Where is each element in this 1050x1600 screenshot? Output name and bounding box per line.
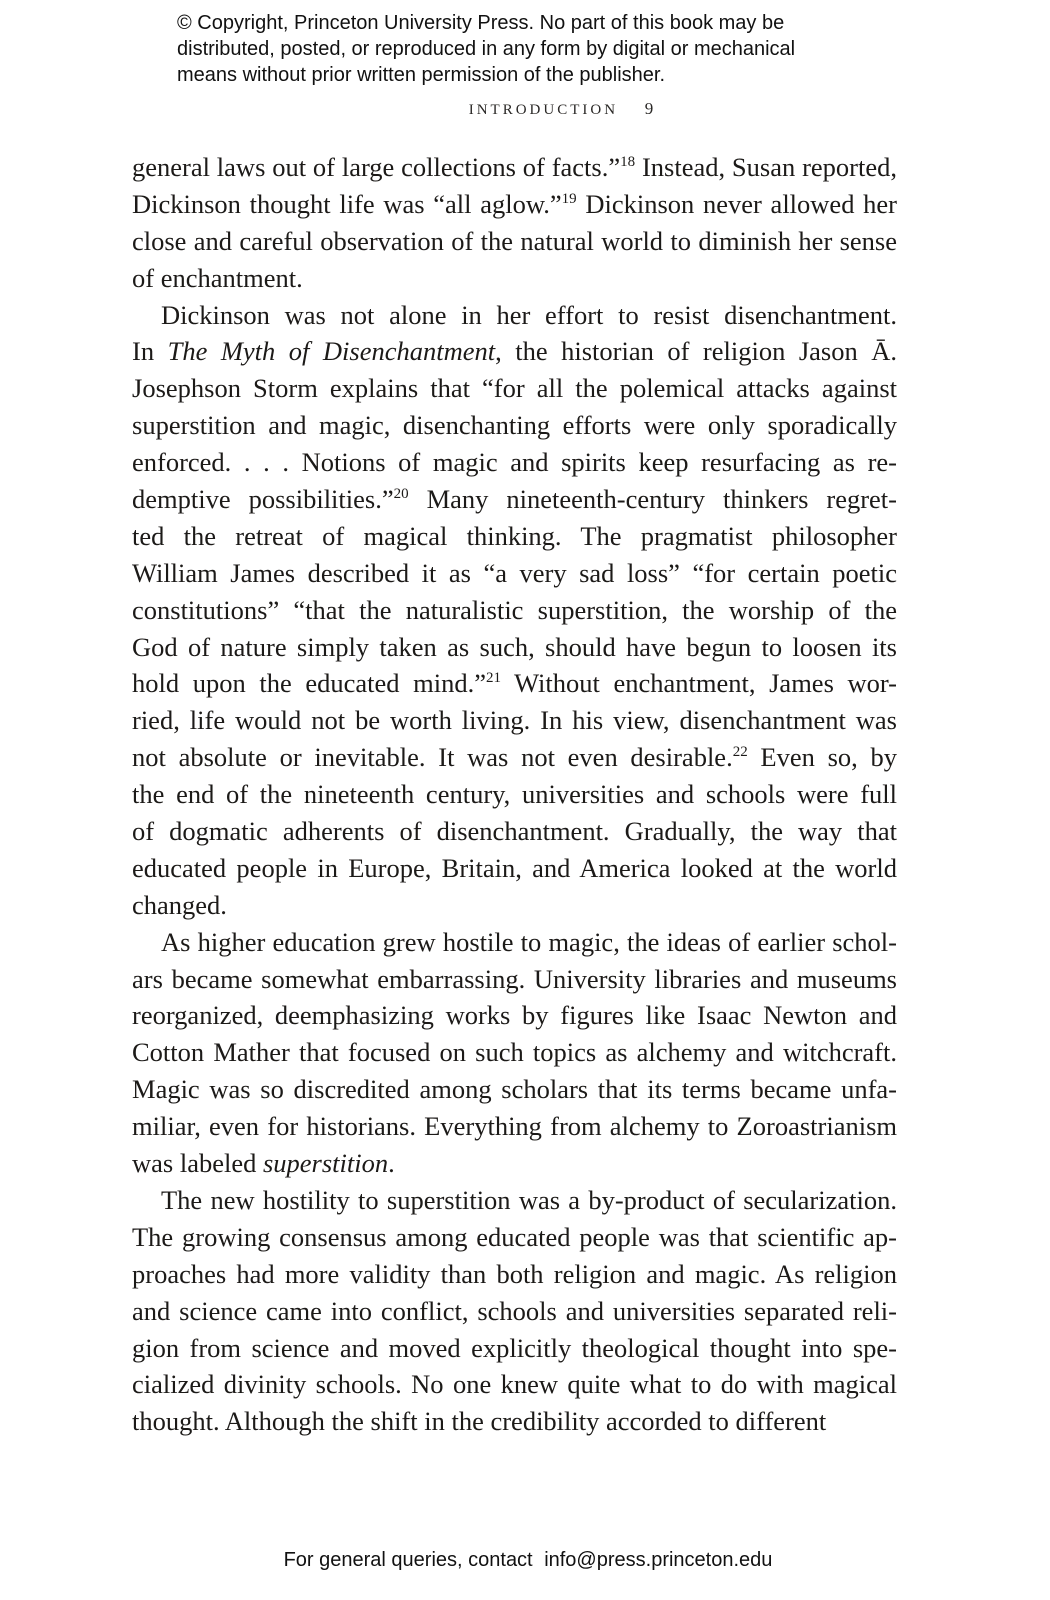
text-line [132,702,897,739]
line-text: not absolute or inevitable. It was not even desirable. [132,742,733,773]
text-line [132,444,897,481]
copyright-line: distributed, posted, or reproduced in any form by digital or mechanical [177,38,796,60]
line-text: William James described it as “a very sad loss” “for certain poetic [132,557,897,588]
line-text: of dogmatic adherents of disenchantment. Gradually, the way that [132,816,897,847]
text-line [132,481,897,518]
footnote-reference[interactable]: 19 [561,190,577,207]
line-text-continued: , the historian of religion Jason Ā. [495,336,897,367]
line-text: As higher education grew hostile to magic, the ideas of earlier schol- [161,926,897,957]
line-text: In [132,336,168,367]
text-line [132,1108,897,1145]
line-text: Magic was so discredited among scholars that its terms became unfa- [132,1074,897,1105]
text-line [132,370,897,407]
footnote-reference[interactable]: 20 [393,486,409,503]
paragraph [132,1182,897,1440]
text-line [132,1256,897,1293]
line-text: gion from science and moved explicitly theological thought into spe- [132,1332,897,1363]
paragraph [132,149,897,297]
line-text: and science came into conflict, schools and universities separated reli- [132,1295,897,1326]
text-line [132,555,897,592]
line-text-continued: Dickinson never allowed her [576,188,897,219]
text-line [132,850,897,887]
line-text: educated people in Europe, Britain, and America looked at the world [132,852,897,883]
contact-email-link[interactable]: info@press.princeton.edu [544,1549,773,1571]
running-head [0,99,1050,119]
footnote-reference[interactable]: 18 [620,154,636,170]
line-text: general laws out of large collections of facts.” [132,152,621,182]
text-line [132,297,897,334]
line-text: reorganized, deemphasizing works by figures like Isaac Newton and [132,1000,897,1031]
text-line [132,739,897,776]
line-text: the end of the nineteenth century, universities and schools were full [132,779,897,810]
italic-title: superstition [262,1148,389,1179]
line-text: ried, life would not be worth living. In his view, disenchantment was [132,705,897,736]
text-line [132,813,897,850]
chapter-title: INTRODUCTION [468,102,619,118]
line-text: thought. Although the shift in the credibility accorded to different [132,1406,827,1437]
line-text: The growing consensus among educated people was that scientific ap- [132,1221,897,1252]
text-line [132,1366,897,1403]
line-text: The new hostility to superstition was a by-product of secularization. [161,1184,897,1215]
footer [0,1549,1050,1572]
line-text: hold upon the educated mind.” [132,668,486,699]
line-text: constitutions” “that the naturalistic superstition, the worship of the [132,594,897,625]
italic-title: The Myth of Disenchantment [167,336,496,367]
copyright-notice [177,10,897,88]
line-text-continued: Without enchantment, James wor- [500,668,898,699]
line-text: Dickinson thought life was “all aglow.” [132,188,562,219]
text-line [132,665,897,702]
text-line [132,997,897,1034]
line-text: God of nature simply taken as such, should have begun to loosen its [132,631,897,662]
text-line [132,1034,897,1071]
paragraph [132,297,897,924]
line-text: superstition and magic, disenchanting efforts were only sporadically [132,410,897,441]
text-line [132,1071,897,1108]
line-text: close and careful observation of the natural world to diminish her sense [132,225,897,256]
text-line [132,1219,897,1256]
text-line [132,961,897,998]
text-line [132,186,897,223]
line-text: of enchantment. [132,262,303,293]
text-line [132,1182,897,1219]
line-text: proaches had more validity than both religion and magic. As religion [132,1258,897,1289]
line-text: was labeled [132,1148,263,1179]
line-text: Dickinson was not alone in her effort to resist disenchantment. [161,299,897,330]
text-line [132,1145,897,1182]
text-line [132,924,897,961]
line-text: ted the retreat of magical thinking. The pragmatist philosopher [132,520,897,551]
line-text-continued: Instead, Susan reported, [635,152,897,182]
line-text: changed. [132,889,227,920]
line-text: demptive possibilities.” [132,484,394,515]
text-line [132,1403,897,1440]
line-text: cialized divinity schools. No one knew quite what to do with magical [132,1369,897,1400]
text-line [132,260,897,297]
text-line [132,887,897,924]
footnote-reference[interactable]: 21 [485,670,501,687]
text-line [132,776,897,813]
copyright-line: means without prior written permission of the publisher. [177,64,666,86]
copyright-line: © Copyright, Princeton University Press. No part of this book may be [177,12,785,34]
line-text-continued: . [388,1148,395,1179]
line-text: Cotton Mather that focused on such topics as alchemy and witchcraft. [132,1037,897,1068]
footnote-reference[interactable]: 22 [732,744,748,761]
text-line [132,1330,897,1367]
body-text [132,149,897,1440]
text-line [132,629,897,666]
line-text: enforced. . . . Notions of magic and spirits keep resurfacing as re- [132,447,897,478]
text-line [132,518,897,555]
line-text-continued: Many nineteenth-century thinkers regret- [408,484,897,515]
text-line [132,592,897,629]
text-line [132,333,897,370]
text-line [132,1293,897,1330]
footer-text: For general queries, contact [283,1549,533,1571]
line-text: Josephson Storm explains that “for all the polemical attacks against [132,373,897,404]
page-number: 9 [644,99,654,118]
line-text: miliar, even for historians. Everything from alchemy to Zoroastrianism [132,1111,897,1142]
text-line [132,149,897,186]
line-text: ars became somewhat embarrassing. University libraries and museums [132,963,897,994]
text-line [132,223,897,260]
text-line [132,407,897,444]
paragraph [132,924,897,1182]
line-text-continued: Even so, by [747,742,898,773]
